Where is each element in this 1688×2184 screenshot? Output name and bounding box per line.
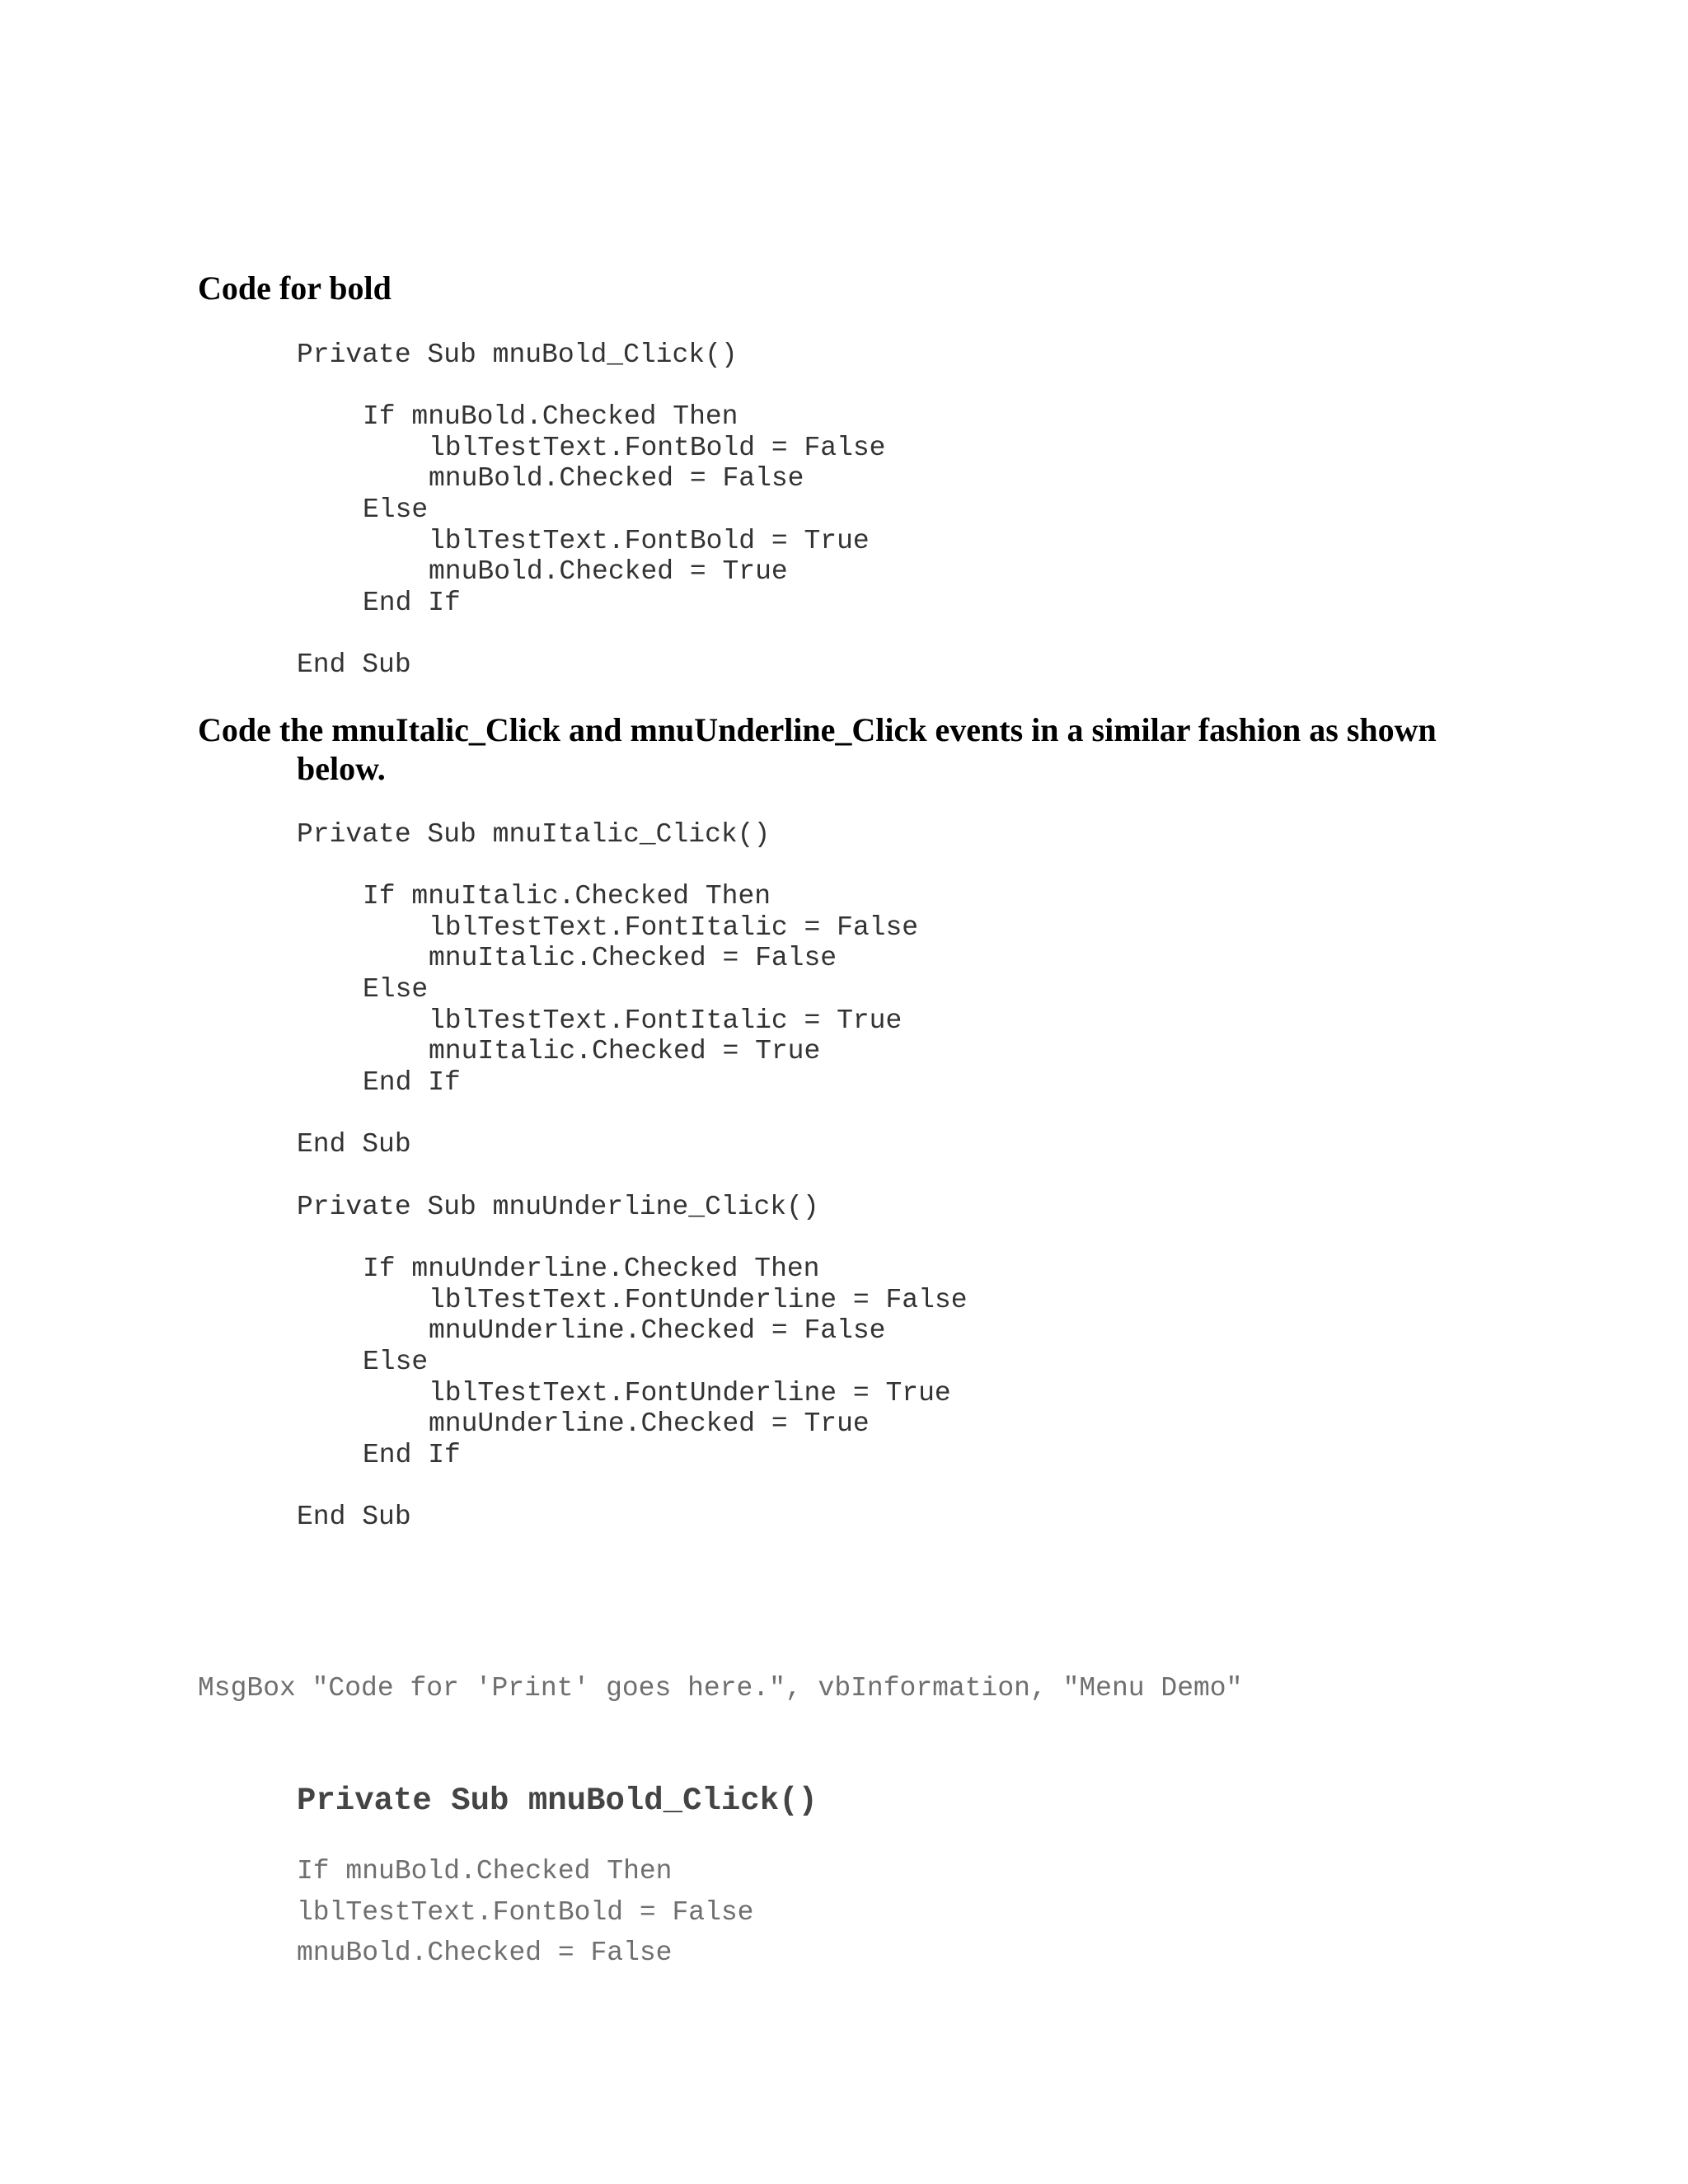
code-line: Private Sub mnuItalic_Click() <box>297 819 771 850</box>
code-line: Else <box>363 973 429 1005</box>
code-line-blank <box>297 371 886 402</box>
heading-code-for-bold: Code for bold <box>198 269 392 307</box>
code-line: mnuBold.Checked = False <box>297 1938 673 1968</box>
code-line: mnuItalic.Checked = True <box>429 1036 821 1067</box>
msgbox-code-line: MsgBox "Code for 'Print' goes here.", vbInformation, "Menu Demo" <box>198 1673 1243 1704</box>
code-line: lblTestText.FontItalic = True <box>429 1005 903 1036</box>
code-line: End If <box>363 1066 461 1098</box>
code-block-italic <box>297 819 918 1160</box>
code-line: End Sub <box>297 649 411 680</box>
code-line: If mnuBold.Checked Then <box>363 401 738 433</box>
code-line-blank <box>297 1098 918 1129</box>
code-line: If mnuUnderline.Checked Then <box>363 1254 820 1285</box>
code-line: lblTestText.FontBold = False <box>297 1896 754 1928</box>
heading-italic-underline <box>198 710 1475 788</box>
code-line: lblTestText.FontBold = False <box>429 432 886 463</box>
code-line: lblTestText.FontBold = True <box>429 525 870 556</box>
code-line: If mnuBold.Checked Then <box>297 1856 673 1886</box>
code-line: Else <box>363 494 429 525</box>
code-line-blank <box>297 1470 968 1502</box>
code-line: lblTestText.FontUnderline = True <box>429 1377 951 1408</box>
code-line: End Sub <box>297 1128 411 1160</box>
code-line-blank <box>297 1223 968 1254</box>
code-line: End If <box>363 1439 461 1470</box>
code-line: mnuBold.Checked = True <box>429 556 788 588</box>
code-line-blank <box>297 618 886 649</box>
code-line: End If <box>363 587 461 618</box>
code-line: Private Sub mnuUnderline_Click() <box>297 1192 819 1222</box>
code-line: mnuBold.Checked = False <box>429 463 804 494</box>
code-line: lblTestText.FontUnderline = False <box>429 1284 968 1315</box>
snippet-title: Private Sub mnuBold_Click() <box>297 1783 818 1819</box>
code-line: mnuItalic.Checked = False <box>429 943 837 974</box>
code-line: If mnuItalic.Checked Then <box>363 881 771 912</box>
code-block-bold <box>297 340 886 681</box>
code-line: mnuUnderline.Checked = True <box>429 1408 870 1440</box>
heading-line-1: Code the mnuItalic_Click and mnuUnderline_Click events in a similar fashion as shown <box>198 711 1437 748</box>
heading-line-2: below. <box>297 750 386 787</box>
code-line: Private Sub mnuBold_Click() <box>297 340 738 370</box>
code-line: End Sub <box>297 1501 411 1532</box>
code-line: Else <box>363 1346 429 1377</box>
code-line-blank <box>297 851 918 882</box>
code-line: lblTestText.FontItalic = False <box>429 912 919 943</box>
code-snippet-bold <box>297 1851 754 1974</box>
code-line: mnuUnderline.Checked = False <box>429 1315 886 1347</box>
code-block-underline <box>297 1192 968 1533</box>
